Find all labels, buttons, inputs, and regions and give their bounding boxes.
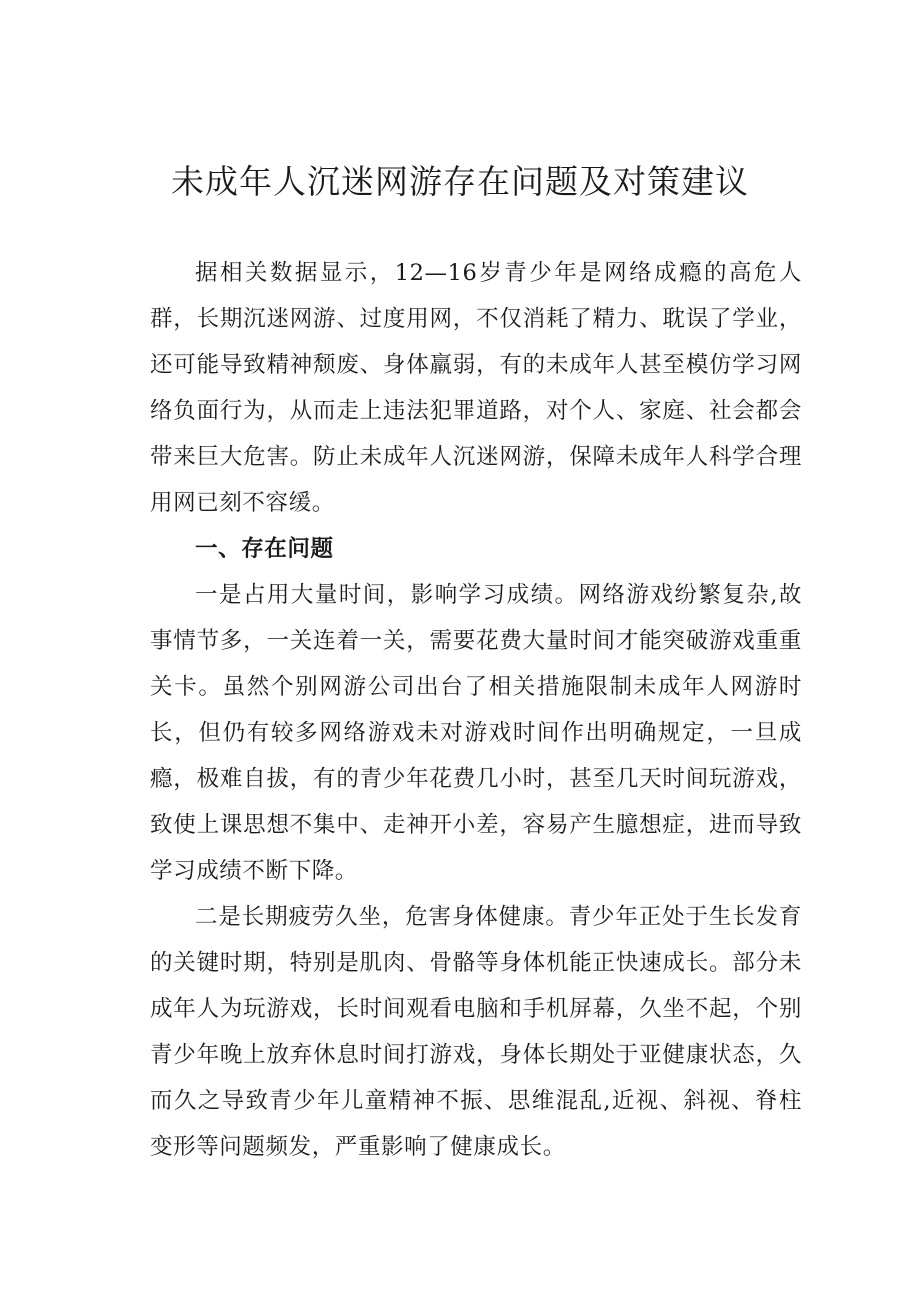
problem-paragraph-2: 二是长期疲劳久坐，危害身体健康。青少年正处于生长发育的关键时期，特别是肌肉、骨骼等身体机能正快速成长。部分未成年人为玩游戏，长时间观看电脑和手机屏幕，久坐不起，个别青少年晚上放弃休息时间打游戏，身体长期处于亚健康状态，久而久之导致青少年儿童精神不振、思维混乱,近视、斜视、脊柱变形等问题频发，严重影响了健康成长。 (150, 904, 802, 1160)
document-title: 未成年人沉迷网游存在问题及对策建议 (171, 162, 749, 201)
problem-paragraph-1: 一是占用大量时间，影响学习成绩。网络游戏纷繁复杂,故事情节多，一关连着一关，需要花费大量时间才能突破游戏重重关卡。虽然个别网游公司出台了相关措施限制未成年人网游时长，但仍有较多网络游戏未对游戏时间作出明确规定，一旦成瘾，极难自拔，有的青少年花费几小时，甚至几天时间玩游戏，致使上课思想不集中、走神开小差，容易产生臆想症，进而导致学习成绩不断下降。 (150, 582, 802, 884)
intro-paragraph: 据相关数据显示，12—16岁青少年是网络成瘾的高危人群，长期沉迷网游、过度用网，不仅消耗了精力、耽误了学业，还可能导致精神颓废、身体羸弱，有的未成年人甚至模仿学习网络负面行为，从而走上违法犯罪道路，对个人、家庭、社会都会带来巨大危害。防止未成年人沉迷网游，保障未成年人科学合理用网已刻不容缓。 (150, 260, 802, 516)
section-heading-problems: 一、存在问题 (195, 536, 334, 562)
document-body (150, 250, 802, 1170)
